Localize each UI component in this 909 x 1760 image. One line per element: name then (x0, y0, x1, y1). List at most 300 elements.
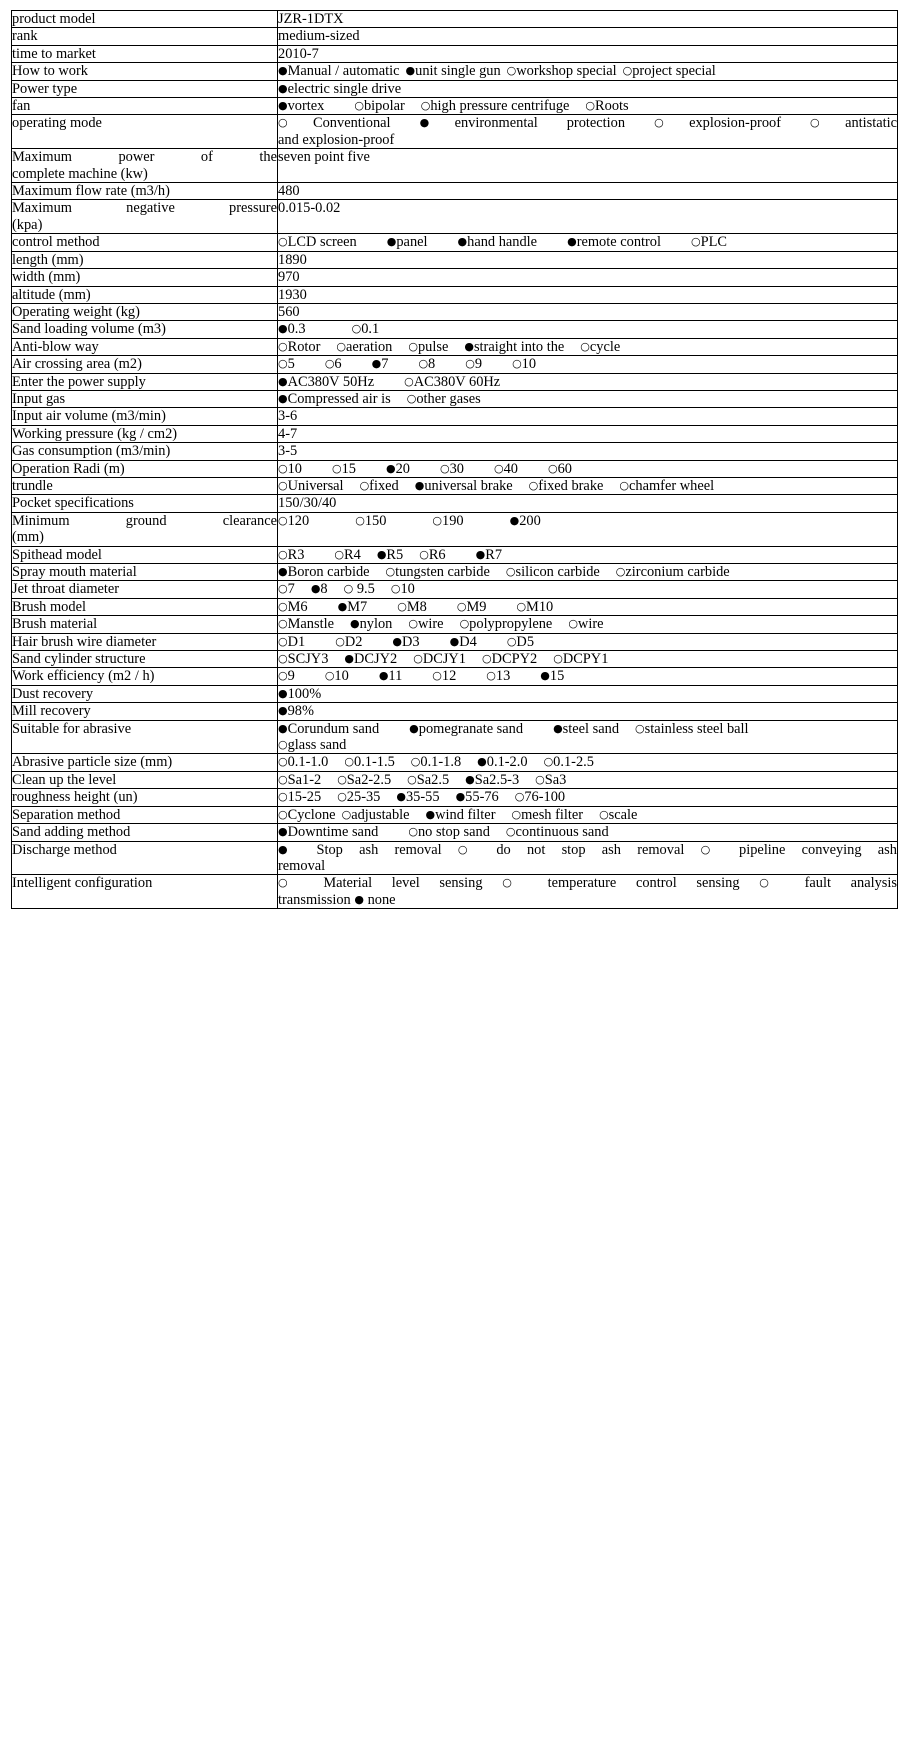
radio-unselected-icon[interactable] (599, 808, 609, 821)
radio-selected-icon[interactable] (465, 773, 475, 786)
parameter-label-cell (12, 875, 278, 909)
option-unselected[interactable] (465, 356, 482, 372)
radio-selected-icon[interactable] (426, 808, 436, 821)
radio-unselected-icon[interactable] (278, 600, 288, 613)
option-selected[interactable] (458, 234, 538, 250)
radio-unselected-icon[interactable] (278, 462, 288, 475)
radio-unselected-icon[interactable] (458, 843, 480, 856)
radio-unselected-icon[interactable] (332, 462, 342, 475)
option-selected[interactable] (278, 721, 379, 737)
radio-unselected-icon[interactable] (507, 635, 517, 648)
option-group (278, 686, 897, 702)
radio-selected-icon[interactable] (406, 64, 416, 77)
option-group (278, 234, 897, 250)
radio-unselected-icon[interactable] (278, 479, 288, 492)
option-unselected[interactable] (548, 461, 572, 477)
option-unselected[interactable] (325, 356, 342, 372)
option-unselected[interactable] (515, 789, 565, 805)
radio-selected-icon[interactable] (415, 479, 425, 492)
radio-unselected-icon[interactable] (408, 340, 418, 353)
option-selected[interactable] (278, 374, 374, 390)
option-unselected[interactable] (529, 478, 604, 494)
radio-unselected-icon[interactable] (568, 617, 578, 630)
parameter-value-cell (278, 754, 898, 771)
option-unselected[interactable] (278, 339, 320, 355)
option-group (278, 98, 897, 114)
radio-unselected-icon[interactable] (411, 755, 421, 768)
option-selected[interactable] (311, 581, 328, 597)
option-unselected[interactable] (335, 634, 362, 650)
option-unselected[interactable] (616, 564, 730, 580)
radio-unselected-icon[interactable] (432, 669, 442, 682)
radio-unselected-icon[interactable] (278, 582, 288, 595)
option-selected[interactable] (477, 754, 527, 770)
radio-selected-icon[interactable] (278, 843, 300, 856)
radio-selected-icon[interactable] (386, 462, 396, 475)
radio-unselected-icon[interactable] (482, 652, 492, 665)
option-unselected[interactable] (460, 616, 553, 632)
option-unselected[interactable] (502, 875, 739, 891)
radio-selected-icon[interactable] (278, 99, 288, 112)
radio-unselected-icon[interactable] (391, 582, 401, 595)
value-text: 4-7 (278, 425, 298, 442)
option-selected[interactable] (420, 115, 625, 131)
radio-unselected-icon[interactable] (278, 738, 288, 751)
option-label: 55-76 (465, 789, 499, 806)
radio-unselected-icon[interactable] (512, 808, 522, 821)
option-label: 9.5 (353, 581, 375, 598)
parameter-value-cell (278, 373, 898, 390)
radio-unselected-icon[interactable] (619, 479, 629, 492)
radio-selected-icon[interactable] (476, 548, 486, 561)
radio-selected-icon[interactable] (338, 600, 348, 613)
radio-selected-icon[interactable] (396, 790, 406, 803)
option-group (278, 842, 897, 858)
option-selected[interactable] (278, 321, 306, 337)
radio-selected-icon[interactable] (278, 392, 288, 405)
radio-unselected-icon[interactable] (506, 825, 516, 838)
radio-selected-icon[interactable] (278, 64, 288, 77)
option-unselected[interactable] (701, 842, 897, 858)
option-label: 15 (341, 460, 356, 477)
option-unselected[interactable] (278, 651, 328, 667)
option-unselected[interactable] (278, 807, 336, 823)
option-label: 10 (334, 668, 349, 685)
radio-unselected-icon[interactable] (408, 617, 418, 630)
option-unselected[interactable] (486, 668, 510, 684)
radio-unselected-icon[interactable] (421, 99, 431, 112)
radio-unselected-icon[interactable] (623, 64, 633, 77)
option-unselected[interactable] (619, 478, 714, 494)
radio-selected-icon[interactable] (278, 82, 288, 95)
option-selected[interactable] (278, 63, 400, 79)
radio-unselected-icon[interactable] (355, 514, 365, 527)
radio-unselected-icon[interactable] (512, 357, 522, 370)
table-row (12, 45, 898, 62)
radio-unselected-icon[interactable] (386, 565, 396, 578)
option-selected[interactable] (278, 842, 442, 858)
radio-selected-icon[interactable] (387, 235, 397, 248)
option-unselected[interactable] (354, 98, 404, 114)
option-unselected[interactable] (278, 772, 321, 788)
option-unselected[interactable] (419, 547, 445, 563)
option-label: workshop special (516, 63, 617, 80)
radio-selected-icon[interactable] (567, 235, 577, 248)
parameter-value-cell (278, 685, 898, 702)
option-selected[interactable] (553, 721, 619, 737)
radio-unselected-icon[interactable] (278, 773, 288, 786)
radio-unselected-icon[interactable] (460, 617, 470, 630)
radio-selected-icon[interactable] (354, 893, 364, 906)
radio-unselected-icon[interactable] (432, 514, 442, 527)
option-unselected[interactable] (599, 807, 637, 823)
option-unselected[interactable] (386, 564, 490, 580)
radio-selected-icon[interactable] (458, 235, 468, 248)
parameter-label-cell (12, 651, 278, 668)
option-label: R4 (344, 546, 361, 563)
option-selected[interactable] (396, 789, 439, 805)
option-unselected[interactable] (759, 875, 897, 891)
option-unselected[interactable] (278, 461, 302, 477)
option-unselected[interactable] (507, 63, 617, 79)
radio-unselected-icon[interactable] (457, 600, 467, 613)
option-unselected[interactable] (408, 824, 490, 840)
option-unselected[interactable] (278, 547, 304, 563)
option-unselected[interactable] (418, 356, 435, 372)
option-unselected[interactable] (391, 581, 415, 597)
option-unselected[interactable] (404, 374, 500, 390)
radio-unselected-icon[interactable] (654, 116, 689, 129)
option-selected[interactable] (338, 599, 368, 615)
option-label: DCJY2 (354, 651, 398, 668)
option-selected[interactable] (426, 807, 496, 823)
radio-unselected-icon[interactable] (278, 876, 304, 889)
parameter-value-cell (278, 546, 898, 563)
radio-unselected-icon[interactable] (278, 755, 288, 768)
option-unselected[interactable] (458, 842, 684, 858)
radio-unselected-icon[interactable] (553, 652, 563, 665)
option-unselected[interactable] (691, 234, 727, 250)
parameter-label-cell (12, 564, 278, 581)
radio-unselected-icon[interactable] (440, 462, 450, 475)
option-unselected[interactable] (810, 115, 897, 131)
option-unselected[interactable] (432, 668, 456, 684)
option-unselected[interactable] (332, 461, 356, 477)
option-unselected[interactable] (278, 599, 308, 615)
option-selected[interactable] (406, 63, 501, 79)
option-unselected[interactable] (278, 581, 295, 597)
option-unselected[interactable] (360, 478, 399, 494)
option-selected[interactable] (387, 234, 428, 250)
radio-selected-icon[interactable] (278, 722, 288, 735)
radio-unselected-icon[interactable] (486, 669, 496, 682)
radio-unselected-icon[interactable] (759, 876, 785, 889)
option-unselected[interactable] (507, 634, 534, 650)
radio-unselected-icon[interactable] (344, 582, 354, 595)
radio-selected-icon[interactable] (450, 635, 460, 648)
option-selected[interactable] (456, 789, 499, 805)
radio-selected-icon[interactable] (278, 565, 288, 578)
radio-unselected-icon[interactable] (494, 462, 504, 475)
option-label: 7 (287, 581, 295, 598)
radio-unselected-icon[interactable] (506, 565, 516, 578)
option-selected[interactable] (278, 81, 401, 97)
option-selected[interactable] (278, 703, 314, 719)
option-unselected[interactable] (408, 339, 448, 355)
radio-unselected-icon[interactable] (344, 755, 354, 768)
radio-unselected-icon[interactable] (407, 773, 417, 786)
radio-selected-icon[interactable] (278, 375, 288, 388)
radio-selected-icon[interactable] (344, 652, 354, 665)
parameter-value-cell (278, 564, 898, 581)
option-label: unit single gun (415, 63, 501, 80)
option-selected[interactable] (567, 234, 661, 250)
radio-unselected-icon[interactable] (397, 600, 407, 613)
option-label: Boron carbide (287, 564, 370, 580)
radio-unselected-icon[interactable] (502, 876, 528, 889)
option-unselected[interactable] (568, 616, 603, 632)
table-row (12, 564, 898, 581)
option-label: LCD screen (287, 234, 357, 251)
radio-selected-icon[interactable] (456, 790, 466, 803)
radio-unselected-icon[interactable] (544, 755, 554, 768)
option-unselected[interactable] (278, 513, 309, 529)
option-unselected[interactable] (336, 339, 392, 355)
option-selected[interactable] (392, 634, 419, 650)
option-selected[interactable] (278, 564, 370, 580)
radio-selected-icon[interactable] (379, 669, 389, 682)
radio-unselected-icon[interactable] (585, 99, 595, 112)
radio-unselected-icon[interactable] (278, 357, 288, 370)
option-unselected[interactable] (278, 356, 295, 372)
radio-unselected-icon[interactable] (548, 462, 558, 475)
option-group (278, 824, 897, 840)
radio-unselected-icon[interactable] (408, 825, 418, 838)
option-unselected[interactable] (407, 772, 449, 788)
radio-selected-icon[interactable] (464, 340, 474, 353)
option-unselected[interactable] (278, 478, 344, 494)
radio-selected-icon[interactable] (510, 514, 520, 527)
parameter-value-cell (278, 234, 898, 251)
option-unselected[interactable] (278, 668, 295, 684)
option-unselected[interactable] (494, 461, 518, 477)
radio-unselected-icon[interactable] (278, 235, 288, 248)
table-row (12, 703, 898, 720)
table-row (12, 251, 898, 268)
option-selected[interactable] (278, 824, 378, 840)
radio-unselected-icon[interactable] (325, 357, 335, 370)
radio-unselected-icon[interactable] (278, 617, 288, 630)
radio-selected-icon[interactable] (278, 825, 288, 838)
radio-unselected-icon[interactable] (337, 773, 347, 786)
parameter-value-cell (278, 286, 898, 303)
radio-selected-icon[interactable] (377, 548, 387, 561)
radio-unselected-icon[interactable] (278, 790, 288, 803)
option-unselected[interactable] (278, 234, 357, 250)
radio-unselected-icon[interactable] (354, 99, 364, 112)
option-unselected[interactable] (635, 721, 749, 737)
radio-selected-icon[interactable] (278, 687, 288, 700)
option-unselected[interactable] (397, 599, 427, 615)
option-unselected[interactable] (413, 651, 466, 667)
radio-unselected-icon[interactable] (810, 116, 845, 129)
radio-unselected-icon[interactable] (334, 548, 344, 561)
radio-unselected-icon[interactable] (701, 843, 723, 856)
option-selected[interactable] (464, 339, 564, 355)
option-label: D3 (402, 633, 420, 650)
radio-unselected-icon[interactable] (325, 669, 335, 682)
option-selected[interactable] (278, 98, 324, 114)
option-unselected[interactable] (278, 754, 328, 770)
radio-unselected-icon[interactable] (337, 790, 347, 803)
option-unselected[interactable] (421, 98, 570, 114)
option-selected[interactable] (372, 356, 389, 372)
radio-unselected-icon[interactable] (278, 340, 288, 353)
option-unselected[interactable] (440, 461, 464, 477)
option-unselected[interactable] (278, 737, 346, 753)
option-unselected[interactable] (342, 807, 410, 823)
option-unselected[interactable] (352, 321, 380, 337)
radio-selected-icon[interactable] (477, 755, 487, 768)
radio-selected-icon[interactable] (540, 669, 550, 682)
option-label: M9 (466, 598, 487, 615)
option-label: M8 (406, 598, 427, 615)
option-unselected[interactable] (516, 599, 553, 615)
radio-unselected-icon[interactable] (515, 790, 525, 803)
radio-selected-icon[interactable] (392, 635, 402, 648)
option-selected[interactable] (354, 892, 395, 908)
radio-unselected-icon[interactable] (616, 565, 626, 578)
option-unselected[interactable] (585, 98, 628, 114)
parameter-label-cell (12, 703, 278, 720)
radio-unselected-icon[interactable] (278, 635, 288, 648)
option-selected[interactable] (278, 686, 321, 702)
option-selected[interactable] (415, 478, 513, 494)
option-unselected[interactable] (512, 356, 536, 372)
radio-unselected-icon[interactable] (507, 64, 517, 77)
option-unselected[interactable] (457, 599, 487, 615)
radio-unselected-icon[interactable] (407, 392, 417, 405)
option-group (278, 721, 897, 737)
option-selected[interactable] (278, 391, 391, 407)
option-selected[interactable] (465, 772, 519, 788)
option-unselected[interactable] (411, 754, 461, 770)
option-group (278, 892, 897, 908)
option-selected[interactable] (510, 513, 541, 529)
option-selected[interactable] (476, 547, 502, 563)
option-unselected[interactable] (482, 651, 537, 667)
option-selected[interactable] (540, 668, 564, 684)
option-unselected[interactable] (344, 754, 394, 770)
radio-selected-icon[interactable] (372, 357, 382, 370)
option-unselected[interactable] (407, 391, 481, 407)
option-unselected[interactable] (337, 772, 391, 788)
option-unselected[interactable] (278, 789, 321, 805)
option-unselected[interactable] (278, 634, 305, 650)
option-label: chamfer wheel (629, 477, 715, 494)
option-unselected[interactable] (553, 651, 608, 667)
radio-selected-icon[interactable] (553, 722, 563, 735)
option-unselected[interactable] (334, 547, 360, 563)
option-label: Rotor (287, 338, 321, 355)
radio-unselected-icon[interactable] (635, 722, 645, 735)
option-unselected[interactable] (278, 115, 391, 131)
option-selected[interactable] (379, 668, 402, 684)
option-unselected[interactable] (580, 339, 620, 355)
radio-unselected-icon[interactable] (516, 600, 526, 613)
radio-unselected-icon[interactable] (413, 652, 423, 665)
option-selected[interactable] (450, 634, 477, 650)
option-unselected[interactable] (278, 875, 483, 891)
radio-unselected-icon[interactable] (360, 479, 370, 492)
radio-unselected-icon[interactable] (278, 514, 288, 527)
option-unselected[interactable] (544, 754, 594, 770)
option-label: 7 (381, 356, 389, 373)
option-selected[interactable] (386, 461, 410, 477)
radio-unselected-icon[interactable] (278, 548, 288, 561)
option-unselected[interactable] (344, 581, 375, 597)
radio-unselected-icon[interactable] (419, 548, 429, 561)
radio-selected-icon[interactable] (350, 617, 360, 630)
parameter-label: length (mm) (12, 251, 84, 268)
table-row (12, 720, 898, 754)
option-unselected[interactable] (654, 115, 781, 131)
option-unselected[interactable] (278, 616, 334, 632)
radio-unselected-icon[interactable] (336, 340, 346, 353)
radio-selected-icon[interactable] (311, 582, 321, 595)
option-label: explosion-proof (689, 115, 782, 132)
radio-selected-icon[interactable] (420, 116, 455, 129)
option-unselected[interactable] (506, 564, 600, 580)
radio-unselected-icon[interactable] (404, 375, 414, 388)
option-unselected[interactable] (337, 789, 380, 805)
option-unselected[interactable] (623, 63, 716, 79)
radio-unselected-icon[interactable] (418, 357, 428, 370)
radio-unselected-icon[interactable] (535, 773, 545, 786)
option-unselected[interactable] (512, 807, 584, 823)
radio-selected-icon[interactable] (278, 704, 288, 717)
option-selected[interactable] (350, 616, 392, 632)
radio-unselected-icon[interactable] (335, 635, 345, 648)
radio-unselected-icon[interactable] (691, 235, 701, 248)
radio-unselected-icon[interactable] (278, 808, 288, 821)
option-selected[interactable] (409, 721, 523, 737)
parameter-label-cell (12, 80, 278, 97)
radio-unselected-icon[interactable] (352, 322, 362, 335)
radio-selected-icon[interactable] (278, 322, 288, 335)
radio-unselected-icon[interactable] (342, 808, 352, 821)
radio-unselected-icon[interactable] (278, 669, 288, 682)
parameter-value-cell (278, 616, 898, 633)
radio-unselected-icon[interactable] (580, 340, 590, 353)
radio-unselected-icon[interactable] (465, 357, 475, 370)
option-unselected[interactable] (506, 824, 609, 840)
option-unselected[interactable] (325, 668, 349, 684)
parameter-value-cell (278, 668, 898, 685)
option-unselected[interactable] (535, 772, 566, 788)
radio-unselected-icon[interactable] (278, 652, 288, 665)
radio-unselected-icon[interactable] (529, 479, 539, 492)
option-group (278, 374, 897, 390)
option-unselected[interactable] (355, 513, 386, 529)
parameter-value-cell (278, 824, 898, 841)
option-unselected[interactable] (408, 616, 443, 632)
option-selected[interactable] (344, 651, 397, 667)
option-selected[interactable] (377, 547, 403, 563)
radio-selected-icon[interactable] (409, 722, 419, 735)
radio-unselected-icon[interactable] (278, 116, 313, 129)
option-unselected[interactable] (432, 513, 463, 529)
